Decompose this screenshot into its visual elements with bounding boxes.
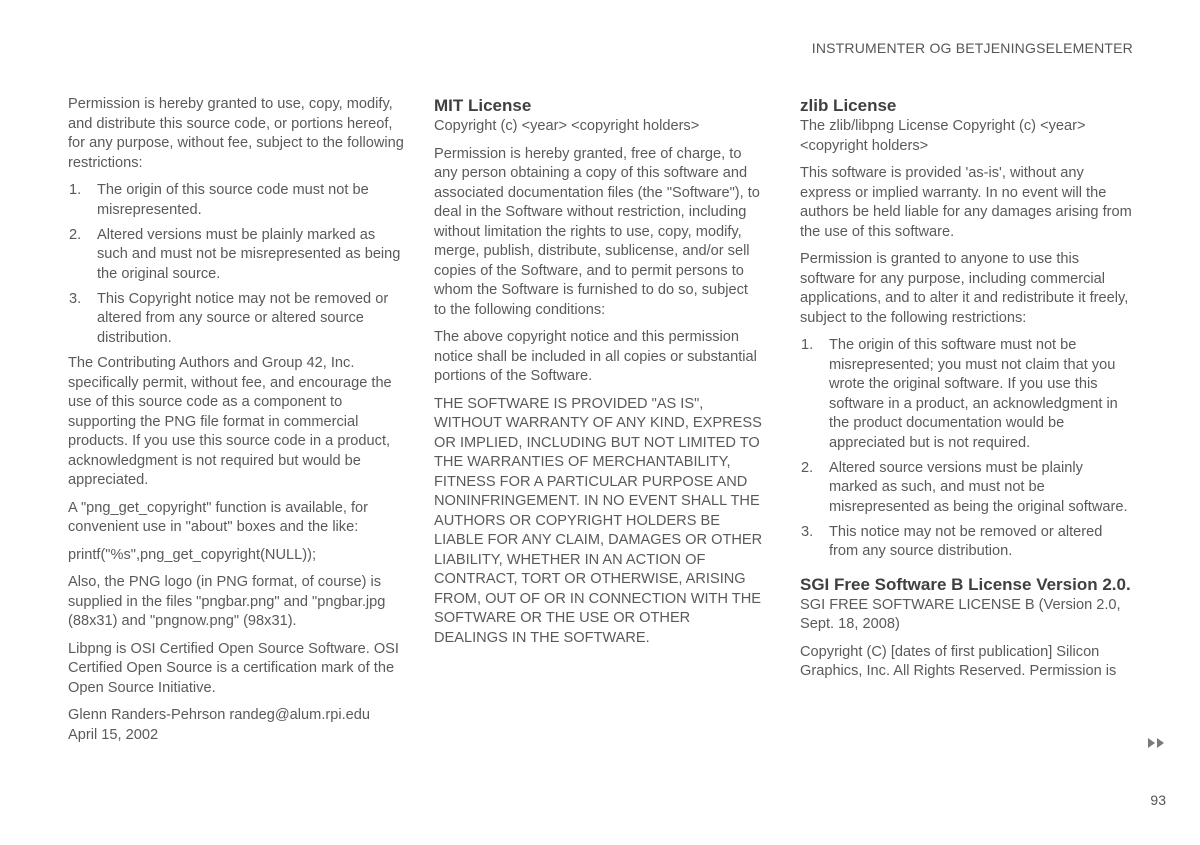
mit-license-subtitle: Copyright (c) <year> <copyright holders> (434, 118, 700, 134)
zlib-restrictions-list (800, 336, 1132, 562)
list-item: 2. Altered source versions must be plainly marked as such, and must not be misrepresented as being the original software. (801, 459, 1128, 515)
zlib-license-subtitle: The zlib/libpng License Copyright (c) <year> <copyright holders> (800, 118, 1086, 154)
mit-notice-paragraph: The above copyright notice and this permission notice shall be included in all copies or substantial portions of the Software. (434, 329, 757, 384)
permission-paragraph: Permission is hereby granted to use, copy, modify, and distribute this source code, or portions hereof, for any purpose, without fee, subject to the following restrictions: (68, 96, 404, 171)
contributing-authors-paragraph: The Contributing Authors and Group 42, Inc. specifically permit, without fee, and encourage the use of this source code as a component to supporting the PNG file format in commercial products. If you use this source code in a product, acknowledgment is not required but would be appreciated. (68, 355, 392, 488)
column-1 (68, 95, 404, 753)
signature-date: April 15, 2002 (68, 726, 159, 743)
list-item: 3. This notice may not be removed or altered from any source distribution. (801, 523, 1103, 559)
png-logo-paragraph: Also, the PNG logo (in PNG format, of course) is supplied in the files "pngbar.png" and "pngbar.jpg (88x31) and "pngnow.png" (98x31). (68, 574, 386, 629)
mit-warranty-paragraph: THE SOFTWARE IS PROVIDED "AS IS", WITHOUT WARRANTY OF ANY KIND, EXPRESS OR IMPLIED, INCLUDING BUT NOT LIMITED TO THE WARRANTIES OF MERCHANTABILITY, FITNESS FOR A PARTICULAR PURPOSE AND NONINFRINGEMENT. IN NO EVENT SHALL THE AUTHORS OR COPYRIGHT HOLDERS BE LIABLE FOR ANY CLAIM, DAMAGES OR OTHER LIABILITY, WHETHER IN AN ACTION OF CONTRACT, TORT OR OTHERWISE, ARISING FROM, OUT OF OR IN CONNECTION WITH THE SOFTWARE OR THE USE OR OTHER DEALINGS IN THE SOFTWARE. (434, 395, 763, 646)
restrictions-list (68, 181, 404, 348)
mit-license-heading: MIT License (434, 96, 532, 115)
zlib-warranty-paragraph: This software is provided 'as-is', without any express or implied warranty. In no event will the authors be held liable for any damages arising from the use of this software. (800, 165, 1132, 240)
list-item: 1. The origin of this source code must not be misrepresented. (69, 182, 369, 218)
osi-paragraph: Libpng is OSI Certified Open Source Software. OSI Certified Open Source is a certification mark of the Open Source Initiative. (68, 640, 399, 696)
mit-permission-paragraph: Permission is hereby granted, free of charge, to any person obtaining a copy of this software and associated documentation files (the "Software"), to deal in the Software without restriction, including without limitation the rights to use, copy, modify, merge, publish, distribute, sublicense, and/or sell copies of the Software, and to permit persons to whom the Software is furnished to do so, subject to the following conditions: (434, 145, 760, 318)
list-item: 1. The origin of this software must not be misrepresented; you must not claim that you wrote the original software. If you use this software in a product, an acknowledgment in the product documentation would be appreciated but is not required. (801, 337, 1118, 451)
zlib-permission-paragraph: Permission is granted to anyone to use this software for any purpose, including commercial applications, and to alter it and redistribute it freely, subject to the following restrictions: (800, 251, 1129, 326)
page-number: 93 (1150, 792, 1166, 808)
list-item: 3. This Copyright notice may not be removed or altered from any source or altered source distribution. (69, 290, 389, 346)
zlib-license-heading: zlib License (800, 96, 897, 115)
double-triangle-right-icon (1148, 737, 1168, 749)
sgi-license-heading: SGI Free Software B License Version 2.0. (800, 574, 1131, 594)
column-3 (800, 95, 1132, 690)
list-item: 2. Altered versions must be plainly marked as such and must not be misrepresented as being the original source. (69, 226, 401, 282)
signature-name: Glenn Randers-Pehrson randeg@alum.rpi.edu (68, 707, 370, 723)
column-2 (434, 95, 764, 656)
sgi-license-subtitle: SGI FREE SOFTWARE LICENSE B (Version 2.0, Sept. 18, 2008) (800, 596, 1121, 632)
printf-code-line: printf("%s",png_get_copyright(NULL)); (68, 546, 317, 563)
sgi-copyright-paragraph: Copyright (C) [dates of first publication] Silicon Graphics, Inc. All Rights Reserved. Permission is (800, 643, 1117, 679)
section-header: INSTRUMENTER OG BETJENINGSELEMENTER (811, 40, 1133, 56)
copyright-function-paragraph: A "png_get_copyright" function is available, for convenient use in "about" boxes and the like: (68, 499, 368, 535)
signature (68, 706, 404, 745)
